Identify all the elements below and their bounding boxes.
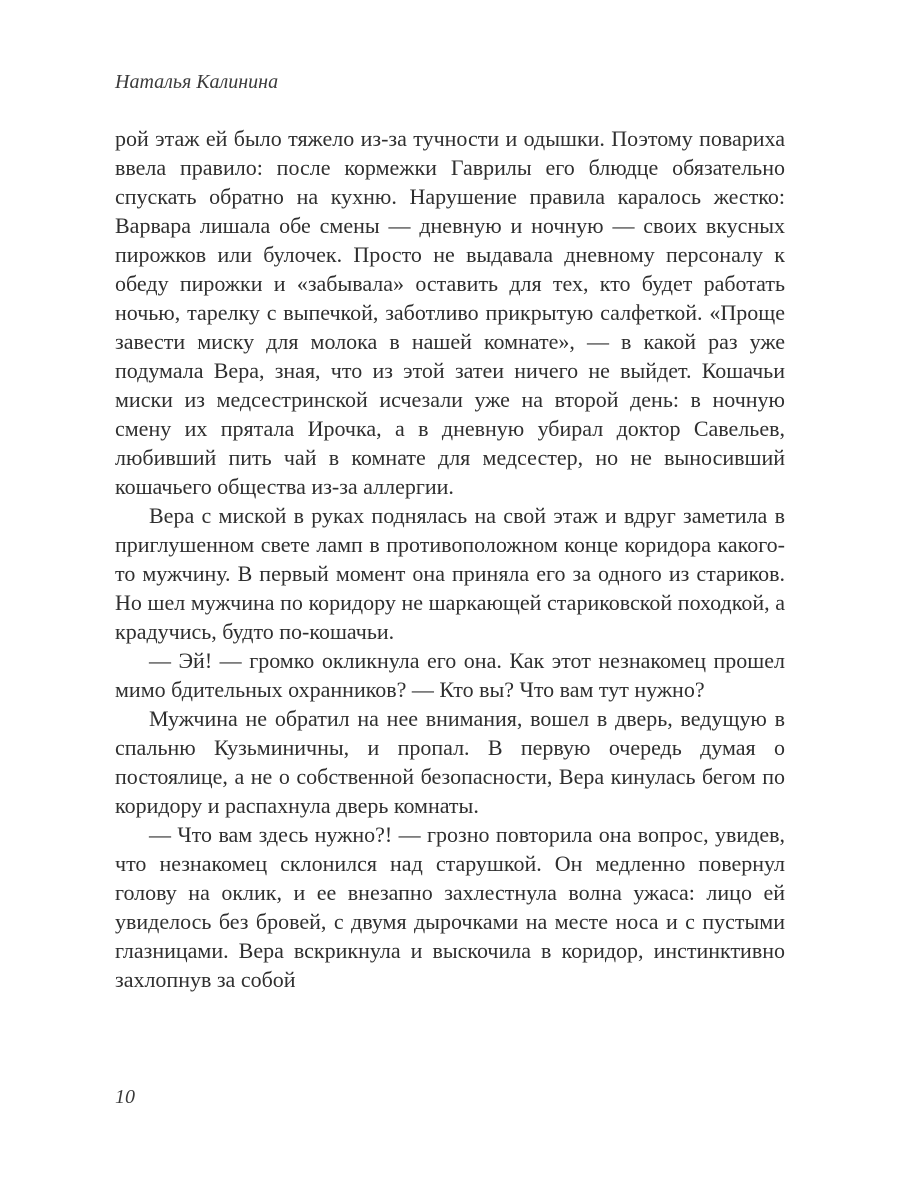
running-header-author: Наталья Калинина	[115, 71, 279, 93]
paragraph: Вера с миской в руках поднялась на свой этаж и вдруг заметила в приглушенном свете ламп в противоположном конце коридора какого-то мужчину. В первый момент она приняла его за одного из стариков. Но шел мужчина по коридору не шаркающей стариковской походкой, а крадучись, будто по-кошачьи.	[115, 503, 785, 644]
page-number: 10	[115, 1086, 135, 1108]
paragraph-continuation: рой этаж ей было тяжело из-за тучности и одышки. Поэтому повариха ввела правило: после кормежки Гаврилы его блюдце обязательно спускать обратно на кухню. Нарушение правила каралось жестко: Варвара лишала обе смены — дневную и ночную — своих вкусных пирожков или булочек. Просто не выдавала дневному персоналу к обеду пирожки и «забывала» оставить для тех, кто будет работать ночью, тарелку с выпечкой, заботливо прикрытую салфеткой. «Проще завести миску для молока в нашей комнате», — в какой раз уже подумала Вера, зная, что из этой затеи ничего не выйдет. Кошачьи миски из медсестринской исчезали уже на второй день: в ночную смену их прятала Ирочка, а в дневную убирал доктор Савельев, любивший пить чай в комнате для медсестер, но не выносивший кошачьего общества из-за аллергии.	[115, 126, 785, 499]
paragraph-dialogue: — Эй! — громко окликнула его она. Как этот незнакомец прошел мимо бдительных охранников? — Кто вы? Что вам тут нужно?	[115, 648, 785, 702]
paragraph: Мужчина не обратил на нее внимания, вошел в дверь, ведущую в спальню Кузьминичны, и пропал. В первую очередь думая о постоялице, а не о собственной безопасности, Вера кинулась бегом по коридору и распахнула дверь комнаты.	[115, 706, 785, 818]
body-text	[115, 124, 785, 994]
paragraph-dialogue: — Что вам здесь нужно?! — грозно повторила она вопрос, увидев, что незнакомец склонился над старушкой. Он медленно повернул голову на оклик, и ее внезапно захлестнула волна ужаса: лицо ей увиделось без бровей, с двумя дырочками на месте носа и с пустыми глазницами. Вера вскрикнула и выскочила в коридор, инстинктивно захлопнув за собой	[115, 822, 785, 992]
